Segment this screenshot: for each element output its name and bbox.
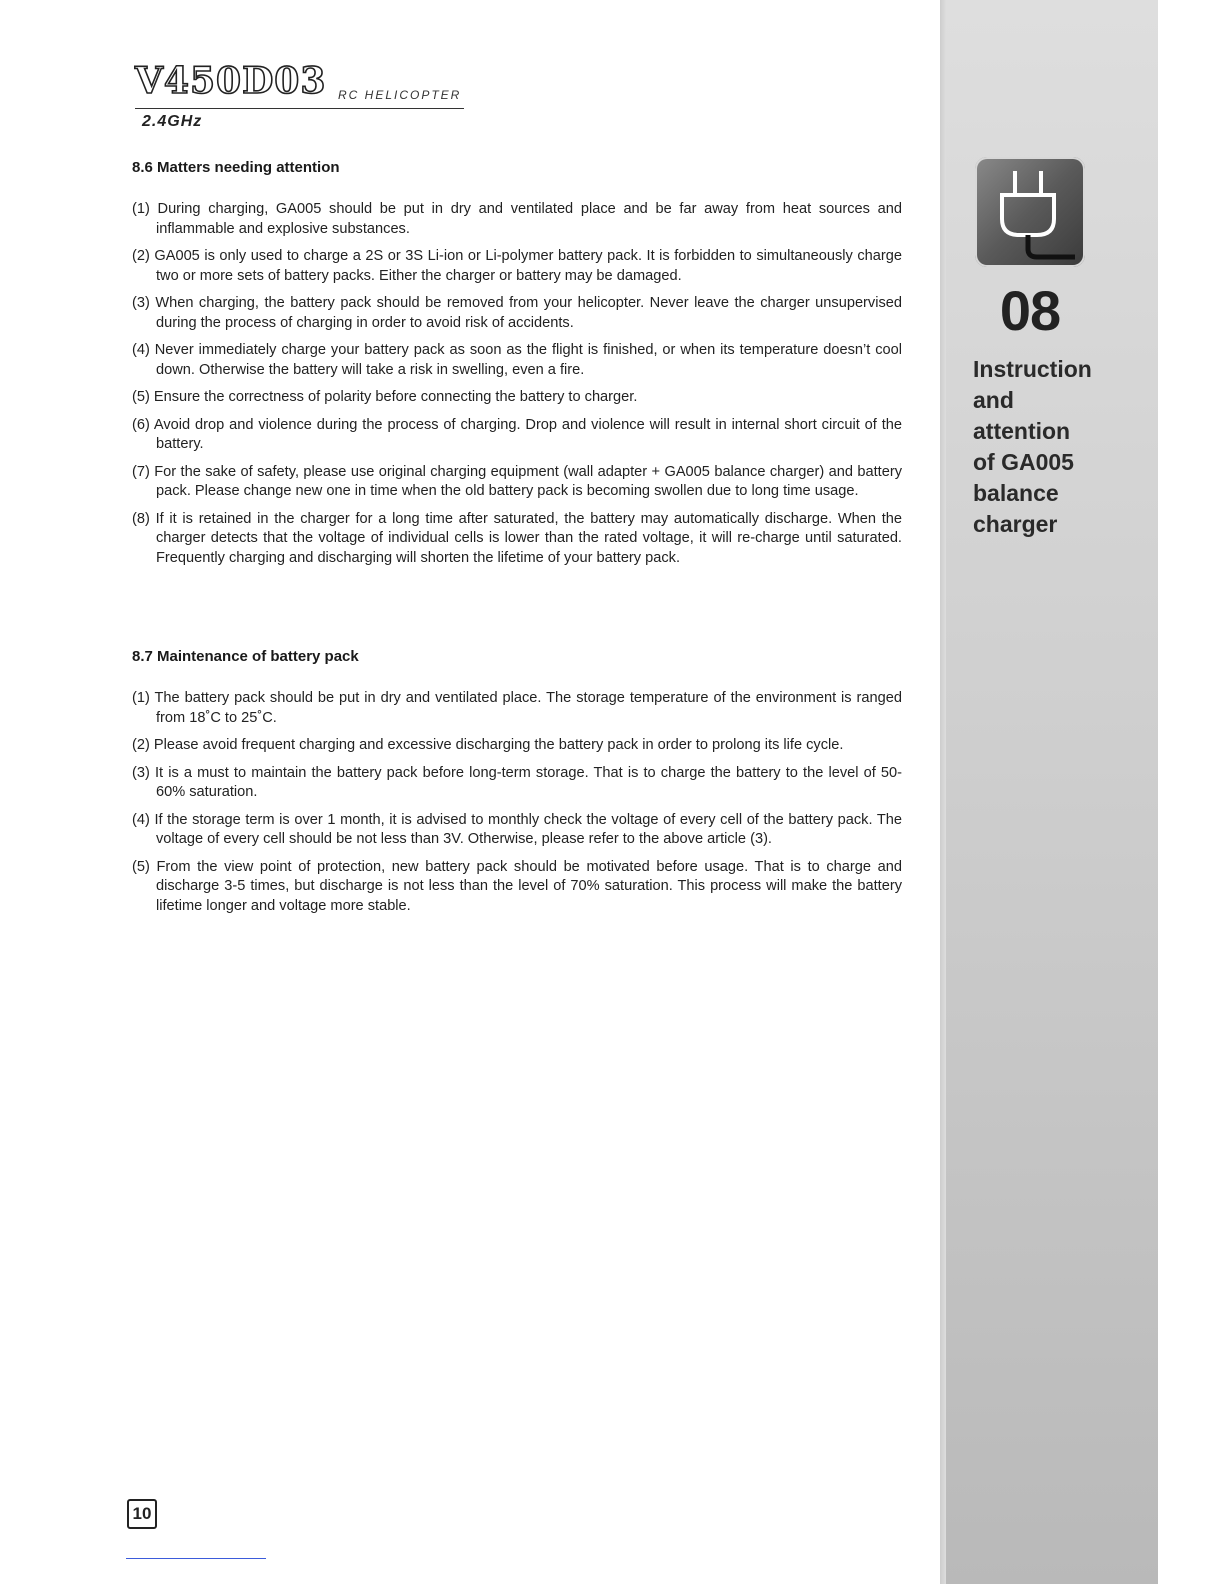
section-matters-attention [132,159,902,576]
plug-icon [975,157,1085,267]
frequency-label: 2.4GHz [142,113,203,130]
list-item: (3) It is a must to maintain the battery pack before long-term storage. That is to charge the battery to the level of 50-60% saturation. [132,764,902,800]
list-item: (2) Please avoid frequent charging and excessive discharging the battery pack in order to prolong its life cycle. [132,737,844,753]
section-battery-maintenance [132,648,902,924]
list-item: (1) The battery pack should be put in dry and ventilated place. The storage temperature of the environment is ranged from 18˚C to 25˚C. [132,690,902,726]
section-heading: 8.7 Maintenance of battery pack [132,648,359,665]
model-logo: V450D03 [135,60,327,102]
chapter-number: 08 [999,279,1061,342]
list-item: (5) Ensure the correctness of polarity before connecting the battery to charger. [132,389,638,405]
section-heading: 8.6 Matters needing attention [132,159,340,176]
list-item: (8) If it is retained in the charger for a long time after saturated, the battery may automatically discharge. When the charger detects that the voltage of individual cells is lower than the rated voltage, it will re-charge until saturated. Frequently charging and discharging will shorten the lifetime of your battery pack. [132,510,902,566]
list-item: (6) Avoid drop and violence during the process of charging. Drop and violence will result in internal short circuit of the battery. [132,416,902,452]
sidebar-edge [940,0,946,1584]
list-item: (5) From the view point of protection, new battery pack should be motivated before usage. That is to charge and discharge 3-5 times, but discharge is not less than the level of 70% saturation. This process will make the battery lifetime longer and voltage more stable. [132,858,902,914]
list-item: (3) When charging, the battery pack should be removed from your helicopter. Never leave the charger unsupervised during the process of charging in order to avoid risk of accidents. [132,295,902,331]
chapter-title: Instruction and attention of GA005 balance charger [973,356,1092,537]
list-item: (4) If the storage term is over 1 month, it is advised to monthly check the voltage of every cell of the battery pack. The voltage of every cell should be not less than 3V. Otherwise, please refer to the above article (3). [132,811,902,847]
list-item: (1) During charging, GA005 should be put in dry and ventilated place and be far away from heat sources and inflammable and explosive substances. [132,201,902,237]
list-item: (2) GA005 is only used to charge a 2S or 3S Li-ion or Li-polymer battery pack. It is forbidden to simultaneously charge two or more sets of battery packs. Either the charger or battery may be damaged. [132,248,902,284]
plug-icon-graphic [975,157,1085,267]
footer-rule [126,1558,266,1559]
logo-subtitle: RC HELICOPTER [338,88,462,102]
page-number: 10 [127,1499,157,1529]
list-item: (4) Never immediately charge your battery pack as soon as the flight is finished, or when its temperature doesn’t cool down. Otherwise the battery will take a risk in swelling, even a fire. [132,342,902,378]
logo-divider [135,108,464,109]
list-item: (7) For the sake of safety, please use original charging equipment (wall adapter + GA005 balance charger) and battery pack. Please change new one in time when the old battery pack is becoming swollen due to long time usage. [132,463,902,499]
